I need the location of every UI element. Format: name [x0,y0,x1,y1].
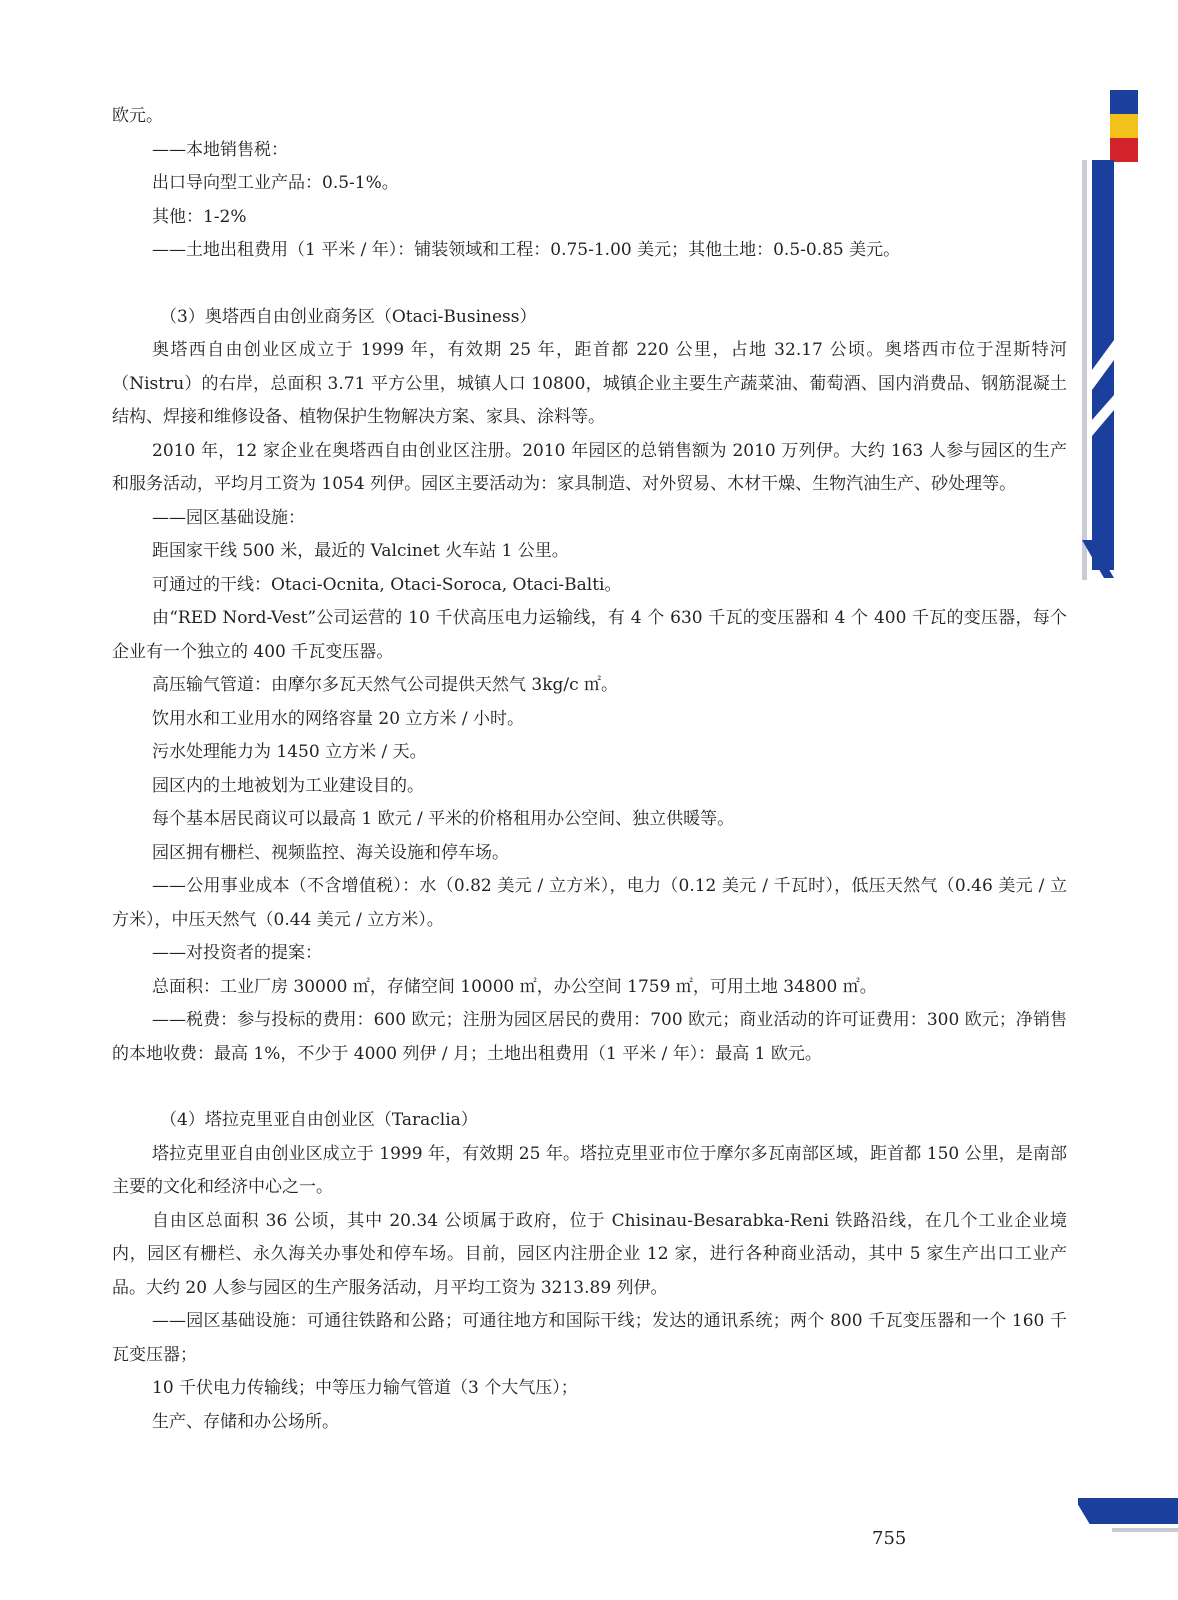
paragraph: ——公用事业成本（不含增值税）：水（0.82 美元 / 立方米），电力（0.12 美元 / 千瓦时），低压天然气（0.46 美元 / 立方米），中压天然气（0.44 美元 / 立方米）。 [112,876,1067,930]
paragraph: 可通过的干线：Otaci-Ocnita, Otaci-Soroca, Otaci-Balti。 [152,574,622,595]
paragraph-gap [112,1071,1067,1104]
paragraph: ——园区基础设施： [152,507,305,528]
paragraph: ——园区基础设施：可通往铁路和公路；可通往地方和国际干线；发达的通讯系统；两个 800 千瓦变压器和一个 160 千瓦变压器； [112,1311,1067,1365]
paragraph: 污水处理能力为 1450 立方米 / 天。 [152,742,427,762]
paragraph: 高压输气管道：由摩尔多瓦天然气公司提供天然气 3kg/c ㎡。 [152,675,619,695]
paragraph: 生产、存储和办公场所。 [152,1411,339,1432]
paragraph: 由“RED Nord-Vest”公司运营的 10 千伏高压电力运输线，有 4 个 630 千瓦的变压器和 4 个 400 千瓦的变压器，每个企业有一个独立的 400 千瓦变压器。 [112,608,1067,662]
paragraph: ——土地出租费用（1 平米 / 年）：铺装领域和工程：0.75-1.00 美元；其他土地：0.5-0.85 美元。 [152,240,901,260]
paragraph: ——税费：参与投标的费用：600 欧元；注册为园区居民的费用：700 欧元；商业活动的许可证费用：300 欧元；净销售的本地收费：最高 1%，不少于 4000 列伊 / 月；土地出租费用（1 平米 / 年）：最高 1 欧元。 [112,1010,1067,1064]
section-heading: （3）奥塔西自由创业商务区（Otaci-Business） [160,306,537,327]
paragraph: ——对投资者的提案： [152,943,322,963]
paragraph-gap [112,268,1067,301]
paragraph: 饮用水和工业用水的网络容量 20 立方米 / 小时。 [152,708,524,729]
page-body [112,100,1067,1439]
paragraph: 出口导向型工业产品：0.5-1%。 [152,173,399,193]
paragraph: 2010 年，12 家企业在奥塔西自由创业区注册。2010 年园区的总销售额为 2010 万列伊。大约 163 人参与园区的生产和服务活动，平均月工资为 1054 列伊。园区主要活动为：家具制造、对外贸易、木材干燥、生物汽油生产、砂处理等。 [112,440,1067,494]
page-number: 755 [872,1528,907,1549]
paragraph: 自由区总面积 36 公顷，其中 20.34 公顷属于政府，位于 Chisinau-Besarabka-Reni 铁路沿线，在几个工业企业境内，园区有栅栏、永久海关办事处和停车场。目前，园区内注册企业 12 家，进行各种商业活动，其中 5 家生产出口工业产品。大约 20 人参与园区的生产服务活动，月平均工资为 3213.89 列伊。 [112,1210,1067,1298]
edge-decoration-icon [1078,0,1178,1600]
paragraph: 园区内的土地被划为工业建设目的。 [152,775,424,796]
paragraph: 每个基本居民商议可以最高 1 欧元 / 平米的价格租用办公空间、独立供暖等。 [152,809,735,829]
paragraph: 总面积：工业厂房 30000 ㎡，存储空间 10000 ㎡，办公空间 1759 ㎡，可用土地 34800 ㎡。 [152,976,877,997]
paragraph: 其他：1-2% [152,206,247,227]
paragraph: 10 千伏电力传输线；中等压力输气管道（3 个大气压）； [152,1378,578,1398]
paragraph: 塔拉克里亚自由创业区成立于 1999 年，有效期 25 年。塔拉克里亚市位于摩尔多瓦南部区域，距首都 150 公里，是南部主要的文化和经济中心之一。 [112,1143,1067,1197]
paragraph: 欧元。 [112,106,163,126]
paragraph: 距国家干线 500 米，最近的 Valcinet 火车站 1 公里。 [152,541,569,561]
paragraph: 园区拥有栅栏、视频监控、海关设施和停车场。 [152,842,509,863]
paragraph: ——本地销售税： [152,139,288,160]
paragraph: 奥塔西自由创业区成立于 1999 年，有效期 25 年，距首都 220 公里，占地 32.17 公顷。奥塔西市位于涅斯特河（Nistru）的右岸，总面积 3.71 平方公里，城镇人口 10800，城镇企业主要生产蔬菜油、葡萄酒、国内消费品、钢筋混凝土结构、焊接和维修设备、植物保护生物解决方案、家具、涂料等。 [112,340,1067,427]
section-heading: （4）塔拉克里亚自由创业区（Taraclia） [160,1110,478,1130]
